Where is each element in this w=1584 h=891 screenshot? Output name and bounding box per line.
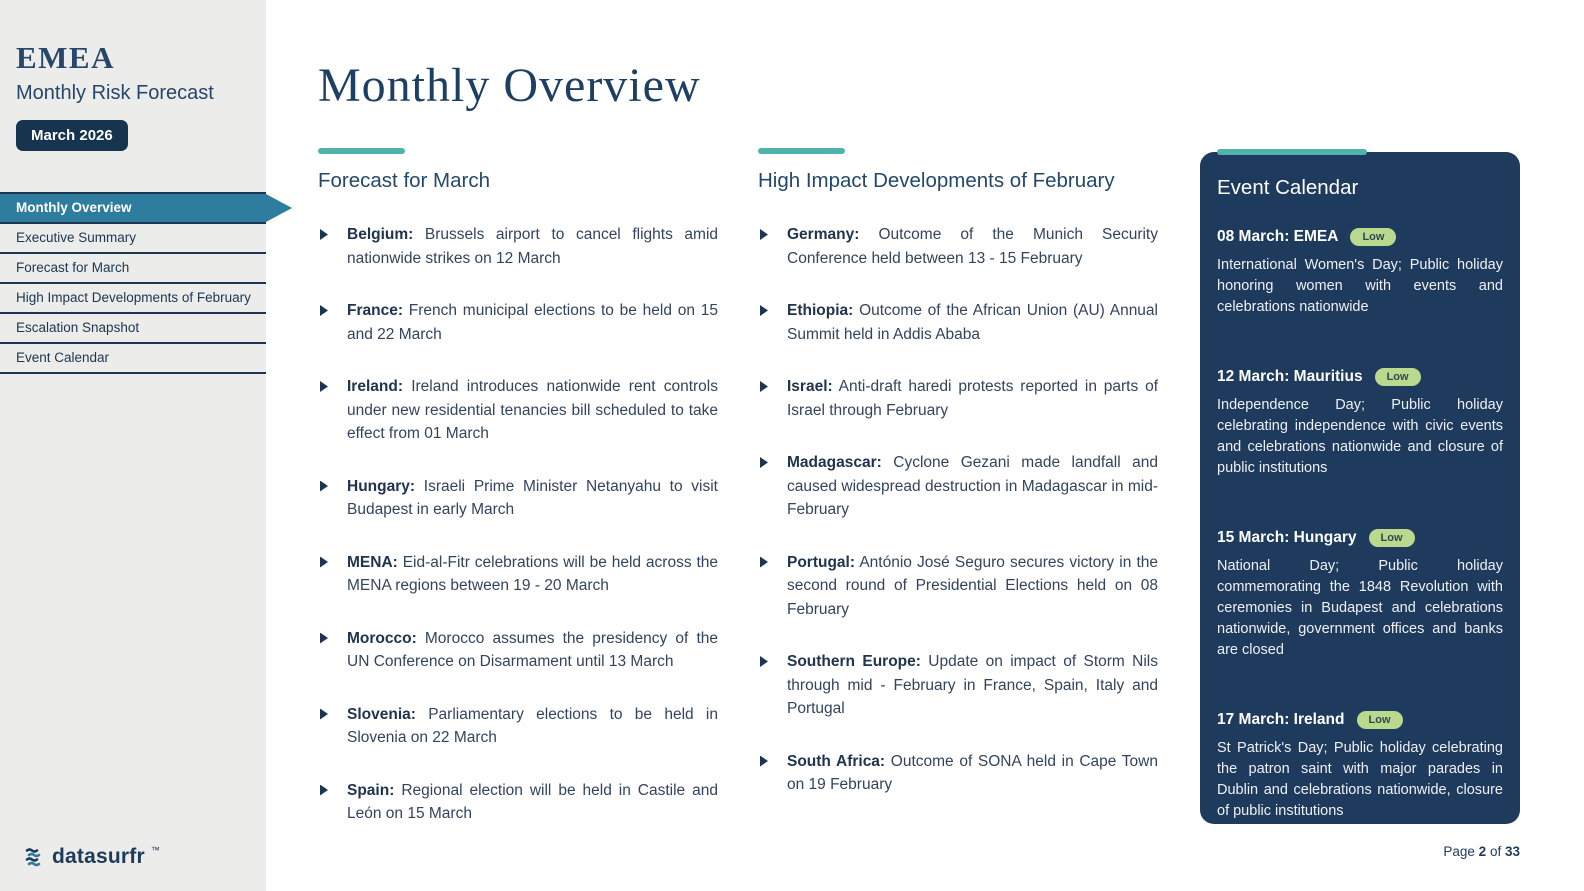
item-text: Outcome of SONA held in Cape Town on 19 February: [787, 752, 1158, 793]
bullet-triangle-icon: [760, 229, 768, 240]
event-entry: [1217, 711, 1503, 822]
bullet-triangle-icon: [320, 481, 328, 492]
accent-bar: [318, 148, 405, 154]
nav-item-executive-summary[interactable]: Executive Summary: [0, 224, 266, 254]
bullet-triangle-icon: [320, 709, 328, 720]
period-badge: March 2026: [16, 120, 128, 151]
forecast-item: [318, 475, 718, 522]
forecast-column: [318, 148, 718, 855]
report-subtitle: Monthly Risk Forecast: [16, 82, 214, 104]
nav-item-escalation-snapshot[interactable]: Escalation Snapshot: [0, 314, 266, 344]
bullet-triangle-icon: [760, 457, 768, 468]
event-date-label: 12 March: Mauritius: [1217, 368, 1363, 385]
forecast-item: [318, 375, 718, 446]
severity-badge: Low: [1350, 228, 1396, 246]
item-text: Regional election will be held in Castile and León on 15 March: [347, 781, 718, 822]
bullet-triangle-icon: [320, 229, 328, 240]
development-item: [758, 650, 1158, 721]
item-text: Outcome of the Munich Security Conference held between 13 - 15 February: [787, 226, 1158, 267]
forecast-heading: Forecast for March: [318, 169, 491, 192]
item-text: Brussels airport to cancel flights amid nationwide strikes on 12 March: [347, 226, 719, 267]
item-country-label: Madagascar:: [787, 454, 882, 471]
event-description: Independence Day; Public holiday celebrating independence with civic events and celebrations nationwide and closure of public institutions: [1217, 397, 1503, 476]
forecast-item: [318, 299, 718, 346]
nav-item-event-calendar[interactable]: Event Calendar: [0, 344, 266, 374]
item-country-label: Slovenia:: [347, 705, 416, 723]
forecast-item: [318, 779, 718, 826]
sidebar-nav: [0, 192, 266, 374]
item-text: French municipal elections to be held on 15 and 22 March: [347, 302, 718, 343]
report-region-title: EMEA: [16, 40, 115, 75]
item-text: Eid-al-Fitr celebrations will be held across the MENA regions between 19 - 20 March: [347, 553, 718, 594]
item-country-label: Germany:: [787, 226, 860, 243]
item-country-label: France:: [347, 302, 403, 319]
nav-item-high-impact-developments[interactable]: High Impact Developments of February: [0, 284, 266, 314]
event-entry: [1217, 228, 1503, 318]
item-country-label: Spain:: [347, 781, 395, 799]
item-country-label: MENA:: [347, 553, 398, 571]
bullet-triangle-icon: [760, 305, 768, 316]
item-country-label: Israel:: [787, 378, 833, 395]
forecast-item: [318, 551, 718, 598]
page-of: of: [1489, 844, 1502, 859]
item-country-label: South Africa:: [787, 752, 886, 770]
item-country-label: Southern Europe:: [787, 653, 921, 670]
bullet-triangle-icon: [320, 633, 328, 644]
page-indicator: [1443, 844, 1520, 859]
bullet-triangle-icon: [320, 381, 328, 392]
item-text: Parliamentary elections to be held in Slovenia on 22 March: [347, 705, 718, 746]
bullet-triangle-icon: [760, 656, 768, 667]
development-item: [758, 223, 1158, 270]
bullet-triangle-icon: [320, 557, 328, 568]
bullet-triangle-icon: [760, 756, 768, 767]
event-entry: [1217, 529, 1503, 661]
forecast-item: [318, 223, 718, 270]
item-text: Morocco assumes the presidency of the UN Conference on Disarmament until 13 March: [347, 629, 718, 670]
item-text: António José Seguro secures victory in the second round of Presidential Elections held on 08 February: [787, 553, 1159, 618]
accent-bar: [758, 148, 845, 154]
forecast-item: [318, 703, 718, 750]
nav-item-monthly-overview[interactable]: Monthly Overview: [0, 194, 266, 224]
item-text: Anti-draft haredi protests reported in parts of Israel through February: [787, 378, 1158, 419]
page-number: 2: [1478, 844, 1487, 859]
development-item: [758, 299, 1158, 346]
logo-wordmark: datasurfr: [52, 845, 145, 868]
item-country-label: Ireland:: [347, 378, 403, 395]
developments-column: [758, 148, 1158, 826]
brand-logo: [24, 845, 160, 869]
severity-badge: Low: [1357, 711, 1403, 729]
event-calendar-title: Event Calendar: [1217, 176, 1359, 199]
page-title: Monthly Overview: [318, 59, 701, 112]
bullet-triangle-icon: [320, 305, 328, 316]
event-description: International Women's Day; Public holiday honoring women with events and celebrations nationwide: [1217, 257, 1503, 315]
severity-badge: Low: [1375, 368, 1421, 386]
severity-badge: Low: [1369, 529, 1415, 547]
page-total: 33: [1504, 844, 1520, 859]
nav-item-forecast-for-march[interactable]: Forecast for March: [0, 254, 266, 284]
sidebar: [0, 0, 266, 891]
forecast-item: [318, 627, 718, 674]
bullet-triangle-icon: [320, 785, 328, 796]
developments-heading: High Impact Developments of February: [758, 169, 1115, 192]
item-text: Outcome of the African Union (AU) Annual Summit held in Addis Ababa: [787, 302, 1158, 343]
event-description: St Patrick's Day; Public holiday celebrating the patron saint with major parades in Dublin and celebrations nationwide, closure of public institutions: [1217, 740, 1503, 819]
development-item: [758, 375, 1158, 422]
logo-trademark: ™: [150, 845, 160, 855]
bullet-triangle-icon: [760, 381, 768, 392]
item-text: Cyclone Gezani made landfall and caused widespread destruction in Madagascar in mid-February: [787, 454, 1158, 518]
item-country-label: Ethiopia:: [787, 302, 854, 319]
item-text: Ireland introduces nationwide rent controls under new residential tenancies bill scheduled to take effect from 01 March: [347, 378, 718, 442]
event-calendar-panel: [1200, 152, 1520, 824]
datasurfr-waves-icon: [24, 846, 46, 868]
item-text: Israeli Prime Minister Netanyahu to visit Budapest in early March: [347, 477, 718, 518]
item-country-label: Hungary:: [347, 477, 416, 495]
event-description: National Day; Public holiday commemorating the 1848 Revolution with ceremonies in Budapest and celebrations nationwide, government offices and banks are closed: [1217, 558, 1503, 658]
item-text: Update on impact of Storm Nils through mid - February in France, Spain, Italy and Portugal: [787, 653, 1159, 717]
item-country-label: Belgium:: [347, 226, 414, 243]
event-date-label: 15 March: Hungary: [1217, 529, 1357, 546]
event-date-label: 08 March: EMEA: [1217, 228, 1339, 245]
development-item: [758, 750, 1158, 797]
event-entry: [1217, 368, 1503, 479]
event-date-label: 17 March: Ireland: [1217, 711, 1345, 728]
page-prefix: Page: [1443, 844, 1475, 859]
item-country-label: Portugal:: [787, 553, 856, 571]
item-country-label: Morocco:: [347, 629, 417, 647]
bullet-triangle-icon: [760, 557, 768, 568]
development-item: [758, 551, 1158, 622]
development-item: [758, 451, 1158, 522]
